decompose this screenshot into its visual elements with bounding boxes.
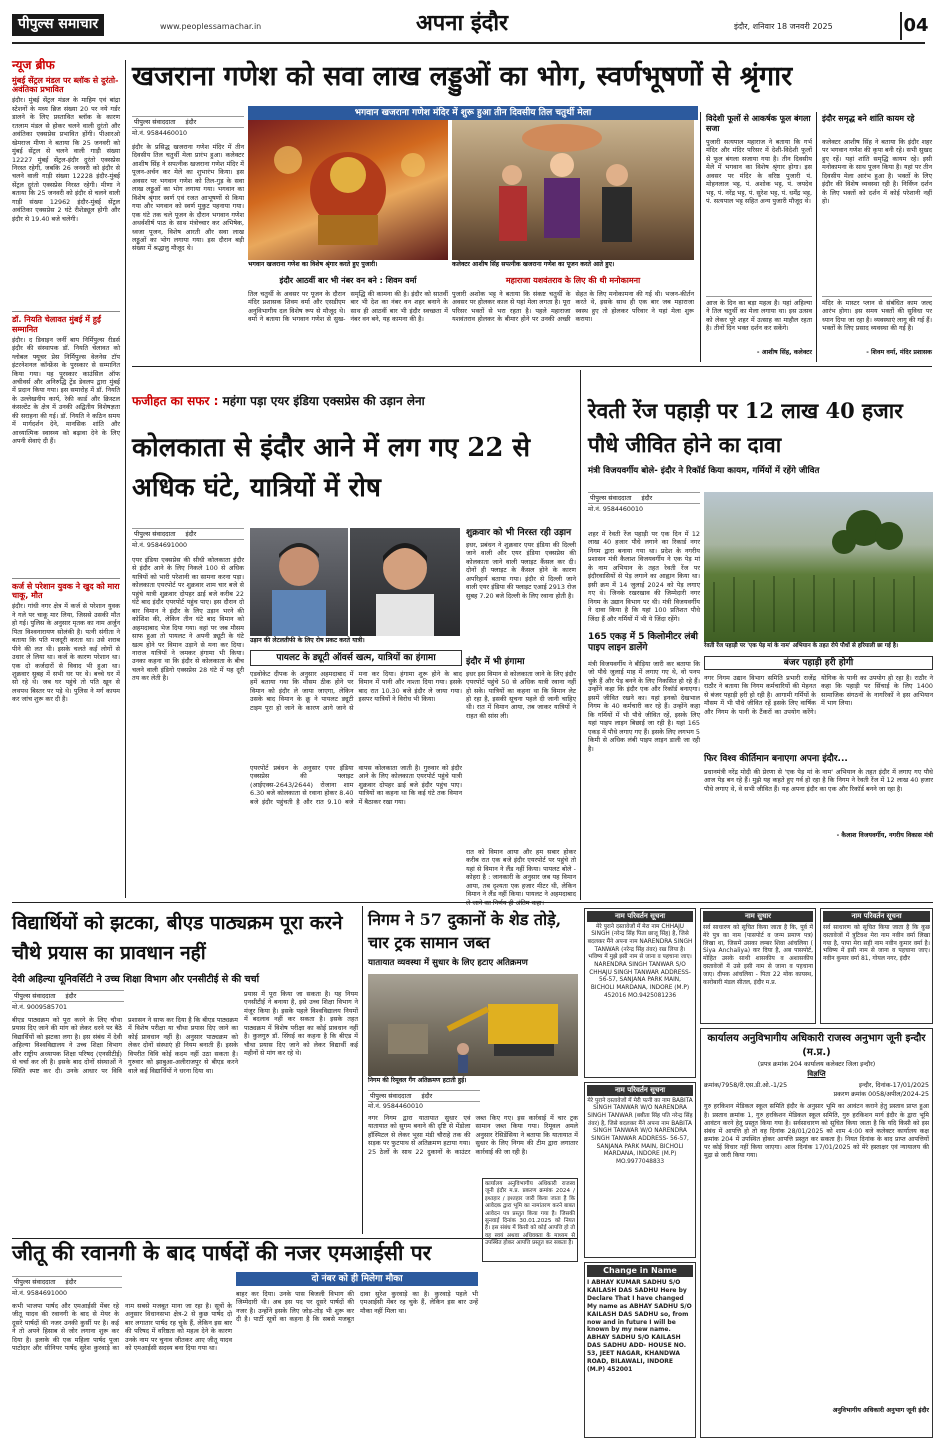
notice-4 bbox=[820, 908, 933, 1024]
khajrana-quote2-by: - शिवम वर्मा, मंदिर प्रशासक bbox=[866, 349, 932, 356]
notice-1-title: नाम परिवर्तन सूचना bbox=[587, 911, 693, 922]
news-brief-3 bbox=[12, 578, 120, 898]
airindia-sidebar1-body: इधर, प्रबंधन ने शुक्रवार एयर इंडिया की दिल्ली जाने वाली और एयर इंडिया एक्सप्रेस की कोलकाता जाने वाली फ्लाइट कैंसल कर दी। दोनों ही फ्लाइट के कैंसल होने के कारण अपरिहार्य बताया गया। इंदौर से दिल्ली जाने वाली एयर इंडिया की फ्लाइट एआई 2913 रोज सुबह 7.20 बजे दिल्ली के लिए रवाना होती है। bbox=[466, 540, 576, 600]
khajrana-quote1: आज के दिन का बड़ा महत्व है। यहां अहिल्या ने तिल चतुर्थी का मेला लगाया था। इस उत्सव को लेकर पूरे शहर में उत्साह का माहौल रहता है। तीनों दिन भक्त दर्शन कर सकेंगे। bbox=[706, 296, 812, 348]
official-notice-label: विज्ञप्ति bbox=[807, 1069, 826, 1078]
logo: पीपुल्स समाचार bbox=[12, 14, 104, 36]
jitu-strap: दो नंबर को ही मिलेगा मौका bbox=[236, 1272, 478, 1286]
khajrana-quote2: मंदिर के मास्टर प्लान से संबंधित काम जल्द आरंभ होगा। इस समय भक्तों की सुविधा पर ध्यान दिया जा रहा है। व्यवस्थाएं लागू की गई हैं। भक्तों के लिए प्रसाद व्यवस्था की गई है। bbox=[822, 296, 932, 348]
jitu-byline: पीपुल्स संवाददाता इंदौर bbox=[12, 1276, 122, 1288]
bed-body2: प्रयास में पूरा किया जा सकता है। यह नियम एनसीटीई ने बनाया है, इसे उच्च शिक्षा विभाग ने मंजूर किया है। इसके पहले विश्वविद्यालय नियमों में बदलाव नहीं कर सकता है। इसके तहत पाठ्यक्रम में विशेष परीक्षा का कोई प्रावधान नहीं है। कुलगुरु डॉ. सिंघई का कहना है कि बीएड में चौथा प्रयास दिए जाने को लेकर विद्यार्थी कई महीनों से मांग कर रहे थे। bbox=[244, 990, 358, 1058]
official-notice-case2: प्रकरण क्रमांक 0058/अपील/2024-25 bbox=[833, 1091, 929, 1099]
official-notice-title: कार्यालय अनुविभागीय अधिकारी राजस्व अनुभाग जूनी इन्दौर (म.प्र.) bbox=[707, 1033, 926, 1058]
revati-sub2-body: नगर निगम उद्यान विभाग समिति प्रभारी राजेंद्र राठौर ने बताया कि निगम कर्मचारियों की मेहनत से बंजर पहाड़ी हरी हो रही है। आगामी गर्मियों के मौसम में भी पौधे जीवित रहें इसके लिए वार्षिक और निगम के पानी के टैंकरों का उपयोग करेंगे। योगिक के पानी का उपयोग हो रहा है। राठौर ने कहा कि पहाड़ी पर सिंचाई के लिए 1400 सामाजिक संगठनों के नागरिकों ने इस अभियान में भाग लिया। bbox=[704, 674, 933, 716]
brief-3-body: इंदौर। गांधी नगर क्षेत्र में कर्ज से परेशान युवक ने गले पर चाकू मार लिया, जिससे उसकी मौत हो गई। पुलिस के अनुसार मृतक का नाम अर्जुन पिता विश्वनारायण सोलंकी है। पत्नी संगीता ने बताया कि पति मजदूरी करता था। उसे शराब पीने की लत थी। इसके चलते कई लोगों से उधार ले लिया था। कर्ज के कारण परेशान था। एक दो कर्जदारों से विवाद भी हुआ था। शुक्रवार सुबह में सभी घर पर थे। बच्चे घर में सो रहे थे। जब घर पहुंचे तो पति खून से लथपथ बिस्तर पर पड़े थे। पुलिस ने मर्ग कायम कर जांच शुरू कर दी है। bbox=[12, 602, 120, 704]
brief-2-heading: डॉ. नियति चेलावत मुंबई में हुईं सम्मानित bbox=[12, 315, 101, 334]
khajrana-caption-right: कलेक्टर आशीष सिंह सपत्नीक खजराना गणेश का पूजन करते आते हुए। bbox=[452, 261, 615, 268]
change-name-body: I ABHAY KUMAR SADHU S/O KAILASH DAS SADHU Here by Declare That I have changed My name as ABHAY SADHU S/O KAILASH DAS SADHU so, from now and in future I will be known by my new name. ABHAY SADHU S/O KAILASH DAS SADHU ADD- HOUSE NO. 53, JEET NAGAR, KHANDWA ROAD, BILAWALI, INDORE (M.P) 452001 bbox=[587, 1279, 692, 1373]
khajrana-headline: खजराना गणेश को सवा लाख लड्डुओं का भोग, स्वर्णभूषणों से श्रृंगार bbox=[132, 61, 793, 92]
nigam-mobile: मो.नं. 9584460010 bbox=[368, 1103, 423, 1110]
airindia-body2: एयरपोर्ट प्रबंधन के अनुसार एयर इंडिया एक्सप्रेस की फ्लाइट (आईएक्स-2643/2644) रोजाना शाम 6.30 बजे कोलकाता से रवाना होकर 8.40 बजे इंदौर पहुंचती है और रात 9.10 बजे वापस कोलकाता जाती है। गुरुवार को इंदौर आने के लिए कोलकाता एयरपोर्ट पहुंचे यात्री शुक्रवार दोपहर ढाई बजे इंदौर पहुंच पाए। यात्रियों का कहना था कि कई घंटे तक विमान में बैठाकर रखा गया। bbox=[250, 764, 462, 806]
khajrana-side2-body: कलेक्टर आशीष सिंह ने बताया कि इंदौर शहर पर भगवान गणेश की कृपा बनी रहे। सभी सुखद हुए रहें। यहां शांति समृद्धि कायम रहे। इसी मनोकामना के साथ पूजन किया है। यहां पर तीन दिवसीय मेला आरंभ हुआ है। भक्तों के लिए इंदौर की विशेष व्यवस्था रही है। निर्विघ्न दर्शन के लिए भक्तों को दर्शन में कोई परेशानी नहीं हो। bbox=[822, 138, 932, 206]
khajrana-sub2-body: पुजारी अशोक भट्ट ने बताया कि संकष्ट चतुर्थी के अवसर पर होलकर काल से यहां मेला लगता है। पूरा परिसर भक्तों से भरा रहता है। पहले महाराजा यशवंतराव होलकर के बीमार होने पर उनकी अच्छी सेहत के लिए मनोकामना की गई थी। भजन-कीर्तन करते थे, इसके साथ ही एक बार जब महाराजा स्वस्थ हुए तो होलकर परिवार ने यहां मेला शुरू कराया। bbox=[452, 290, 694, 324]
notice-2-body: मेरे पुराने दस्तावेजों में मेरी पत्नी का नाम BABITA SINGH TANWAR W/O NARENDRA SINGH TANWAR (बबीता सिंह पति नरेन्द्र सिंह तंवर) है, जिसे बदलकर मैंने अपना नाम BABITA SINGH TANWAR W/O NARENDRA SINGH TANWAR ADDRESS- 56-57, SANJANA PARK MAIN, BICHOLI MARDANA, INDORE (M.P) MO.9977048833 bbox=[587, 1097, 693, 1165]
page-number: 04 bbox=[900, 12, 930, 40]
bed-byline: पीपुल्स संवाददाता इंदौर bbox=[12, 990, 124, 1002]
brief-1-body: इंदौर। मुंबई सेंट्रल मंडल के माहिम एवं बांद्रा स्टेशनों के मध्य ब्रिज संख्या 20 पर नये गर्डर डालने के लिए प्रस्तावित ब्लॉक के कारण रतलाम मंडल से होकर चलने वाली दुरंतो और अवंतिका एक्सप्रेस प्रभावित होंगी। पीआरओ खेमराज मीणा ने बताया कि 25 जनवरी को मुंबई सेंट्रल से चलने वाली गाड़ी संख्या 12227 मुंबई सेंट्रल-इंदौर दुरंतो एक्सप्रेस निरस्त रहेगी, जबकि 26 जनवरी को इंदौर से चलने वाली गाड़ी संख्या 12228 इंदौर-मुंबई सेंट्रल दुरंतो एक्सप्रेस निरस्त रहेगी। मीणा ने बताया कि 25 जनवरी को इंदौर से चलने वाली गाड़ी संख्या 12962 इंदौर-मुंबई सेंट्रल अवंतिका एक्सप्रेस 2 घंटे रीशेड्यूल होगी और इंदौर से 19.40 बजे चलेगी। bbox=[12, 96, 120, 223]
official-notice-sub: (प्रपत्र क्रमांक 204 कार्यालय कलेक्टर जिला इन्दौर) bbox=[757, 1061, 876, 1068]
tender-small: कार्यालय अनुविभागीय अधिकारी राजस्व जूनी इंदौर म.प्र. प्रकरण क्रमांक 2024 / इश्तहार / इश्तहार जारी किया जाता है कि आवेदक द्वारा भूमि का नामांतरण करने बाबत आवेदन पत्र प्रस्तुत किया गया है। जिसकी सुनवाई दिनांक 30.01.2025 को नियत है। इस संबंध में किसी को कोई आपत्ति हो तो वह स्वयं अथवा अधिवक्ता के माध्यम से उपस्थित होकर आपत्ति प्रस्तुत कर सकता है। bbox=[482, 1178, 578, 1262]
khajrana-strap: भगवान खजराना गणेश मंदिर में शुरू हुआ तीन दिवसीय तिल चतुर्थी मेला bbox=[248, 106, 698, 120]
jitu-headline: जीतू की रवानगी के बाद पार्षदों की नजर एमआईसी पर bbox=[12, 1240, 432, 1265]
notice-4-body: सर्व साधारण को सूचित किया जाता है कि कुछ दस्तावेजों में त्रुटिवश मेरा नाम नवीन वर्मा लिखा गया है, पापा मेरा सही नाम नवीन कुमार वर्मा है। भविष्य में इसी नाम से जाना व पहचाना जाए। नवीन कुमार वर्मा 81, गोयल नगर, इंदौर bbox=[823, 923, 930, 963]
collector-puja-photo bbox=[452, 120, 694, 260]
khajrana-byline: पीपुल्स संवाददाता इंदौर bbox=[132, 116, 244, 128]
notice-1 bbox=[584, 908, 696, 1078]
khajrana-mobile: मो.नं. 9584460010 bbox=[132, 130, 187, 137]
khajrana-sub1-heading: इंदौर आठवीं बार भी नंबर वन बने : शिवम वर्मा bbox=[279, 276, 417, 285]
notice-3 bbox=[700, 908, 816, 1024]
brief-1-heading: मुंबई सेंट्रल मंडल पर ब्लॉक से दुरंतो-अवंतिका प्रभावित bbox=[12, 76, 119, 95]
notice-2 bbox=[584, 1082, 696, 1258]
airindia-byline: पीपुल्स संवाददाता इंदौर bbox=[132, 528, 244, 540]
news-brief-label: न्यूज ब्रीफ bbox=[12, 58, 55, 72]
bed-strap: देवी अहिल्या यूनिवर्सिटी ने उच्च शिक्षा विभाग और एनसीटीई से की चर्चा bbox=[12, 974, 260, 985]
revati-strap: मंत्री विजयवर्गीय बोले- इंदौर ने रिकॉर्ड किया कायम, गर्मियों में रहेंगे जीवित bbox=[588, 466, 820, 476]
nigam-removal-photo bbox=[368, 974, 578, 1076]
official-notice-case-no: क्रमांक/7958/री.एस.डी.ओ.-1/25 bbox=[704, 1081, 788, 1089]
revati-sub3-body: प्रधानमंत्री नरेंद्र मोदी की प्रेरणा से 'एक पेड़ मां के नाम' अभियान के तहत इंदौर में लगाए गए पौधे आज पेड़ बन रहे हैं। मुझे यह कहते हुए गर्व हो रहा है कि निगम ने रेवती रेंज में 12 लाख 40 हजार पौधे लगाए थे, वे सभी जीवित हैं। यह अपना इंदौर का एक और रिकॉर्ड बनने जा रहा है। bbox=[704, 768, 933, 793]
airindia-sub-heading: पायलट के ड्यूटी ऑवर्स खत्म, यात्रियों का हंगामा bbox=[250, 650, 462, 666]
idol-illustration bbox=[248, 120, 448, 260]
official-notice-date: इन्दौर, दिनांक-17/01/2025 bbox=[858, 1081, 929, 1089]
khajrana-quote1-by: - आशीष सिंह, कलेक्टर bbox=[756, 349, 812, 356]
revati-sub1-body: मंत्री विजयवर्गीय ने बीड़िया जारी कर बताया कि जो पौधे जुलाई माह में लगाए गए थे, वो पनप चुके हैं और पेड़ बनने के लिए निकसित हो रहे हैं। उन्होंने कहा कि इंदौर एक और रिकॉर्ड बनाएगा। इसमें जीवित रखने का। यहां इनको देखभाल निगम के 40 कर्मचारी कर रहे हैं। उन्होंने कहा कि गर्मियों में भी पौधे जीवित रहें, इसके लिए यहां पाइप लाइन बिछाई जा रही है। यहां 165 एकड़ में पौधे लगाए गए हैं। इसके लिए लगभग 5 किमी से अधिक लंबी पाइप लाइन डाली जा रही है। bbox=[588, 660, 700, 753]
airindia-sidebar bbox=[466, 528, 576, 846]
official-notice bbox=[700, 1028, 933, 1438]
news-brief bbox=[12, 58, 120, 578]
notice-3-body: सर्व साधारण को सूचित किया जाता है कि, पूर्व में मेरे पुत्र का नाम (पासपोर्ट व जन्म प्रमाण पत्र) लिखा था, जिसमें उसका लम्बर शिवा आंचलिया ( Siya Anchaliya) कर दिया है, अब पासपोर्ट, मोहित उसके साथी शासकीय व अशासकीय दस्तावेजों में उसे इसी नाम से जाना व पहचाना जाए। दीपक आंचलिया - पिता 22 मोक कायस्थ, कारोबारी मंडल सीतल, इंदौर म.प्र. bbox=[703, 923, 813, 987]
masthead bbox=[12, 0, 937, 60]
official-notice-ref bbox=[704, 1082, 929, 1090]
nigam-headline: निगम ने 57 दुकानों के शेड तोड़े, चार ट्रक सामान जब्त bbox=[368, 910, 562, 953]
change-name-title: Change in Name bbox=[587, 1265, 693, 1277]
airindia-kicker: फजीहत का सफर : महंगा पड़ा एयर इंडिया एक्सप्रेस की उड़ान लेना bbox=[132, 394, 425, 408]
revati-photo-caption: रेवती रेंज पहाड़ी पर 'एक पेड़ मां के नाम' अभियान के तहत रोपे पौधों से हरियाली छा गई है। bbox=[704, 643, 899, 649]
revati-sub3-heading: फिर विश्व कीर्तिमान बनाएगा अपना इंदौर... bbox=[704, 754, 848, 764]
khajrana-body: इंदौर के प्रसिद्ध खजराना गणेश मंदिर में तीन दिवसीय तिल चतुर्थी मेला प्रारंभ हुआ। कलेक्टर आशीष सिंह ने सपत्नीक खजराना गणेश मंदिर में पूजन-अर्चन कर मेले का शुभारंभ किया। इस अवसर पर भगवान गणेश को तिल-गुड़ के सवा लाख लड्डुओं का भोग लगाया गया। भगवान का विशेष श्रृंगार स्वर्ण एवं रजत आभूषणों से किया गया और भगवान को स्वर्ण मुकुट पहनाया गया। एक घंटे तक चले पूजन के दौरान भगवान गणेश अथर्वशीर्ष पाठ के साथ मंत्रोच्चार कर अभिषेक, ध्वजा पूजन, विशेष आरती और सवा लाख लड्डुओं का भोग लगाया गया। इस दौरान बड़ी संख्या में श्रद्धालु मौजूद थे। bbox=[132, 143, 244, 253]
revati-byline: पीपुल्स संवाददाता इंदौर bbox=[588, 492, 700, 504]
revati-plantation-photo bbox=[704, 492, 933, 642]
brief-3-heading: कर्ज से परेशान युवक ने खुद को मारा चाकू, मौत bbox=[12, 582, 120, 601]
website: www.peoplessamachar.in bbox=[160, 22, 262, 31]
notice-4-title: नाम परिवर्तन सूचना bbox=[823, 911, 930, 922]
ganesh-idol-photo bbox=[248, 120, 448, 260]
nigam-strap: यातायात व्यवस्था में सुधार के लिए हटाए अतिक्रमण bbox=[368, 958, 528, 968]
nigam-body: नगर निगम द्वारा यातायात सुधार एवं यातायात को सुगम बनाने की दृष्टि से मेंडोला हॉस्पिटल से लेकर भूसा मंडी चौराहे तक की सड़क पर फुटपाथ से अतिक्रमण हटाया गया। 25 ठेलों के साथ 22 दुकानों के काउंटर जब्त किए गए। इस कार्रवाई में चार ट्रक सामान जब्त किया गया। रिमूवल अमले अनुसार रेसिडेंसिया ने बताया कि यातायात में सुधार के लिए निगम की टीम द्वारा लगातार कार्रवाई की जा रही है। bbox=[368, 1114, 578, 1156]
jitu-mobile: मो.नं. 9584691000 bbox=[12, 1290, 67, 1297]
nigam-byline: पीपुल्स संवाददाता इंदौर bbox=[368, 1090, 480, 1102]
notice-2-title: नाम परिवर्तन सूचना bbox=[587, 1085, 693, 1096]
khajrana-sub2-heading: महाराजा यशवंतराव के लिए की थी मनोकामना bbox=[505, 276, 641, 285]
nigam-photo-caption: निगम की रिमूवल गैंग अतिक्रमण हटाती हुई। bbox=[368, 1077, 467, 1084]
jitu-body: कभी भाजपा पार्षद और एमआईसी मेंबर रहे जीतू यादव की रवानगी के बाद से मेयर के दूसरे पार्षदों की नजर उनकी कुर्सी पर है। कई ने तो अपने हिसाब से जोर लगाना शुरू कर दिया है। इलाके की एक महिला पार्षद पूजा पाटोदार और सीनियर पार्षद सुरेश कुरवाड़े का नाम सबसे मजबूत माना जा रहा है। सूत्रों के अनुसार विधानसभा क्षेत्र-2 से कुछ पार्षद दो बार लगातार पार्षद रह चुके हैं, लेकिन इस बार की परिषद में वरिष्ठता को महत्व देने के कारण उनके नाम पर चुनाव जीतकर आए जीतू यादव को एमआईसी सदस्य बना दिया गया था। bbox=[12, 1302, 232, 1353]
khajrana-caption-left: भगवान खजराना गणेश का विशेष श्रृंगार करते हुए पुजारी। bbox=[248, 261, 378, 268]
bed-body: बीएड पाठ्यक्रम को पूरा करने के लिए चौथा प्रयास दिए जाने की मांग को लेकर धरने पर बैठे विद्यार्थियों को झटका लगा है। इस संबंध में देवी अहिल्या विश्वविद्यालय ने उच्च शिक्षा विभाग और राष्ट्रीय अध्यापक शिक्षा परिषद (एनसीटीई) से चर्चा कर ली है। इसके बाद दोनों संस्थाओं ने स्थिति स्पष्ट कर दी। उनके आधार पर विवि प्रशासन ने साफ कर दिया है कि बीएड पाठ्यक्रम में विशेष परीक्षा या चौथा प्रयास दिए जाने का कोई प्रावधान नहीं है। अनुसार पाठ्यक्रम को लेकर दोनों संस्थाएं ही नियम बनाती हैं। इसके विपरीत विवि कोई कदम नहीं उठा सकता है। गुरुवार को झाबुआ-अलीराजपुर से बीएड करने वाले कई विद्यार्थियों ने धरना दिया था। bbox=[12, 1016, 238, 1075]
airindia-sidebar2-body: इधर इस विमान से कोलकाता जाने के लिए इंदौर एयरपोर्ट पहुंचे 50 से अधिक यात्री रवाना नहीं हो सके। यात्रियों का कहना था कि विमान लेट हो रहा है, इसकी सूचना पहले दी जानी चाहिए थी। रात में विमान आया, तब जाकर यात्रियों ने राहत की सांस ली। bbox=[466, 669, 576, 720]
notice-1-body: मेरे पुराने दस्तावेजों में मेरा नाम CHHAJU SINGH (नरेन्द्र सिंह पिता छाजू सिंह) है, जिसे बदलकर मैंने अपना नाम NARENDRA SINGH TANWAR (नरेन्द्र सिंह तंवर) रख लिया है। भविष्य में मुझे इसी नाम से जाना व पहचाना जाए। NARENDRA SINGH TANWAR S/O CHHAJU SINGH TANWAR ADDRESS- 56-57, SANJANA PARK MAIN, BICHOLI MARDANA, INDORE (M.P) 452016 MO.9425081236 bbox=[587, 923, 693, 999]
bed-mobile: मो.नं. 9009585701 bbox=[12, 1004, 67, 1011]
revati-sub1-heading: 165 एकड़ में 5 किलोमीटर लंबी पाइप लाइन डालेंगे bbox=[588, 632, 698, 653]
airindia-photo-caption: उड़ान की लेटलतीफी के लिए रोष प्रकट करते यात्री। bbox=[250, 637, 365, 644]
khajrana-side2-heading: इंदौर समृद्ध बने शांति कायम रहे bbox=[822, 114, 915, 123]
passenger-photo-2 bbox=[350, 528, 460, 636]
bed-headline: विद्यार्थियों को झटका, बीएड पाठ्यक्रम पूरा करने चौथे प्रयास का प्रावधान नहीं bbox=[12, 912, 343, 965]
revati-sub2-heading: बंजर पहाड़ी हरी होगी bbox=[704, 656, 933, 670]
revati-headline: रेवती रेंज पहाड़ी पर 12 लाख 40 हजार पौधे जीवित होने का दावा bbox=[588, 398, 903, 457]
official-notice-body: गुरु हरकिशन मेडिकल स्कूल समिति इंदौर के अनुसार भूमि का आवंटन कराने हेतु प्रस्ताव प्राप्त हुआ है। प्रस्ताव क्रमांक 1, गुरु हरकिशन मेडिकल स्कूल समिति, गुरु हरकिशन मार्ग इंदौर के द्वारा भूमि आवंटन करने हेतु प्रस्तुत किया गया है। सर्वसाधारण को सूचित किया जाता है कि यदि किसी को इस संबंध में आपत्ति हो तो वह दिनांक 28/01/2025 को शाम 4:00 बजे कलेक्टर कार्यालय कक्ष क्रमांक 204 में उपस्थित होकर आपत्ति प्रस्तुत कर सकता है। नियत दिनांक के बाद प्राप्त आपत्तियों पर कोई विचार नहीं किया जाएगा। आज दिनांक 17/01/2025 को मेरे हस्ताक्षर एवं न्यायालय की मुद्रा से जारी किया गया। bbox=[704, 1103, 929, 1160]
khajrana-sub1-body: तिल चतुर्थी के अवसर पर पूजन के दौरान मंदिर प्रशासक शिवम वर्मा और एसडीएम अनुविभागीय दल विशेष रूप से मौजूद थे। वर्मा ने बताया कि भगवान गणेश से सुख-समृद्धि की कामना की है। इंदौर को सातवीं बार भी देश का नंबर वन शहर बनाने के साथ ही आठवीं बार भी इंदौर स्वच्छता में नंबर वन बने, यह कामना की है। bbox=[248, 290, 448, 324]
airindia-tail: रात को विमान आया और हम सबार होकर करीब रात एक बजे इंदौर एयरपोर्ट पर पहुंचे तो यहां से विमान ने लैंड नहीं किया। पायलट बोले - कोहरा है : जानकारी के अनुसार जब यह विमान आया, तब दृश्यता एक हजार मीटर थी, लेकिन विमान ने लैंड नहीं किया। पायलट ने अहमदाबाद bbox=[466, 848, 576, 899]
airindia-headline: कोलकाता से इंदौर आने में लग गए 22 से अधिक घंटे, यात्रियों में रोष bbox=[132, 433, 531, 504]
airindia-body: एयर इंडिया एक्सप्रेस की सीधी कोलकाता इंदौर से इंदौर आने के लिए निकले 100 से अधिक यात्रियों को भारी परेशानी का सामना करना पड़ा। कोलकाता एयरपोर्ट पर शुक्रवार शाम चार बजे से पहुंचे यात्री शुक्रवार दोपहर ढाई बजे करीब 22 घंटे बाद इंदौर एयरपोर्ट पहुंच पाए। इस दौरान दो बार विमान ने इंदौर के लिए उड़ान भरने की कोशिश की, लेकिन तीन घंटे बाद विमान को अहमदाबाद भेज दिया गया। वहां पर जब मौसम साफ हुआ तो पायलट ने अपनी ड्यूटी के घंटे खत्म होने पर विमान उड़ाने से मना कर दिया। नाराज यात्रियों ने जमकर हंगामा भी किया। उनका कहना था कि इंदौर से कोलकाता के बीच चलने वाली इंडिगो एक्सप्रेस 28 घंटे में यह दूरी तय कर लेती है। bbox=[132, 556, 244, 683]
collector-illustration bbox=[452, 120, 694, 260]
revati-body: शहर में रेवती रेंज पहाड़ी पर एक दिन में 12 लाख 40 हजार पौधे लगाने का रिकार्ड नगर निगम द्वारा बनाया गया था। प्रदेश के नगरीय प्रशासन मंत्री कैलाश विजयवर्गीय ने एक पेड़ मां के नाम अभियान के तहत रेवती रेंज पर इंदौरवासियों से पेड़ लगाने का आह्वान किया था। इसी क्रम में 14 जुलाई 2024 को पेड़ लगाए गए थे। जिनके रखरखाव की जिम्मेदारी नगर निगम के उद्यान विभाग पर थी। मंत्री विजयवर्गीय ने दावा किया है कि यहां 100 प्रतिशत पौधे जिंदा हैं और गर्मियों में भी ये जिंदा रहेंगे। bbox=[588, 530, 700, 623]
change-name-notice bbox=[584, 1262, 696, 1438]
brief-2-body: इंदौर। द डिवाइन जर्नी बाय निर्मिपुल्स रीडर्स इंदौर की संस्थापक डॉ. नियति चेलावत को ग्लोबल फ्यूचर प्रेस निर्मिपुल्स वेलनेस टॉप इंटरनेशनल कॉन्फ्रेंस के पुरस्कार से सम्मानित किया गया। यह पुरस्कार काउंसिल ऑफ अचीवर्स और अनिरुद्धि ट्रेंड डेवलप द्वारा मुंबई में प्रदान किया गया। इस समारोह में डॉ. नियति के उल्लेखनीय कार्य, रेकी कार्ड और क्रिस्टल कंसल्टेंट के क्षेत्र में उनकी अद्वितीय विशेषज्ञता की सराहना की गई। डॉ. नियति ने कठिन समय में मार्गदर्शन देने, मानसिक शांति और आध्यात्मिक स्वास्थ्य को बढ़ावा देने के लिए अपनी सेवाएं दी हैं। bbox=[12, 335, 120, 446]
revati-sub3-by: - कैलाश विजयवर्गीय, नगरीय विकास मंत्री bbox=[836, 832, 933, 839]
notice-3-title: नाम सुधार bbox=[703, 911, 813, 922]
dateline: इंदौर, शनिवार 18 जनवरी 2025 bbox=[734, 22, 833, 31]
jitu-body2: बाहर कर दिया। उनके पास बिजली विभाग की जिम्मेदारी थी। अब इस पद पर दूसरे पार्षदों की नजर है। उन्होंने इसके लिए जोड़-तोड़ भी शुरू कर दी है। पार्टी सूत्रों का कहना है कि सबसे मजबूत दावा सुरेश कुरवाड़े का है। कुरवाड़े पहले भी एमआईसी मेंबर रह चुके हैं, लेकिन इस बार उन्हें मौका नहीं मिला था। bbox=[236, 1290, 478, 1324]
airindia-sub-body: एडवोकेट दीपक के अनुसार अहमदाबाद में हमें बताया गया कि मौसम ठीक होने पर विमान को इंदौर ले जाया जाएगा, लेकिन उसके बाद विमान के क्रू ने पायलट ड्यूटी टाइम पूरा हो जाने के कारण आगे जाने से मना कर दिया। हंगामा शुरू होने के बाद विमान में पानी और नाश्ता दिया गया। इसके बाद रात 10.30 बजे इंदौर ले जाया गया। इसपर यात्रियों ने विरोध भी किया। bbox=[250, 670, 462, 712]
khajrana-side1-body: पुजारी सत्यपाल महाराज ने बताया कि गर्भ मंदिर और मंदिर परिसर में देशी-विदेशी फूलों से फूल बंगला सजाया गया है। तीन दिवसीय मेले में भगवान का विशेष श्रृंगार होगा। इस अवसर पर मंदिर के वरिष्ठ पुजारी पं. मोहनलाल भट्ट, पं. अशोक भट्ट, पं. जयदेव भट्ट, पं. नरेंद्र भट्ट, पं. सुरेश भट्ट, पं. धर्मेंद्र भट्ट, पं. सत्यपाल भट्ट सहित अन्य पुजारी मौजूद थे। bbox=[706, 138, 812, 206]
passenger-photo-1 bbox=[250, 528, 348, 636]
official-notice-signature: अनुविभागीय अधिकारी अनुभाग जूनी इंदौर bbox=[832, 1407, 929, 1415]
airindia-sidebar1-heading: शुक्रवार को भी निरस्त रही उड़ान bbox=[466, 528, 572, 538]
airindia-mobile: मो.नं. 9584691000 bbox=[132, 542, 187, 549]
khajrana-side1-heading: विदेशी फूलों से आकर्षक फूल बंगला सजा bbox=[706, 114, 811, 133]
revati-mobile: मो.नं. 9584460010 bbox=[588, 506, 643, 513]
masthead-rule bbox=[12, 42, 925, 44]
section-title: अपना इंदौर bbox=[416, 11, 509, 36]
airindia-sidebar2-heading: इंदौर में भी हंगामा bbox=[466, 656, 525, 667]
